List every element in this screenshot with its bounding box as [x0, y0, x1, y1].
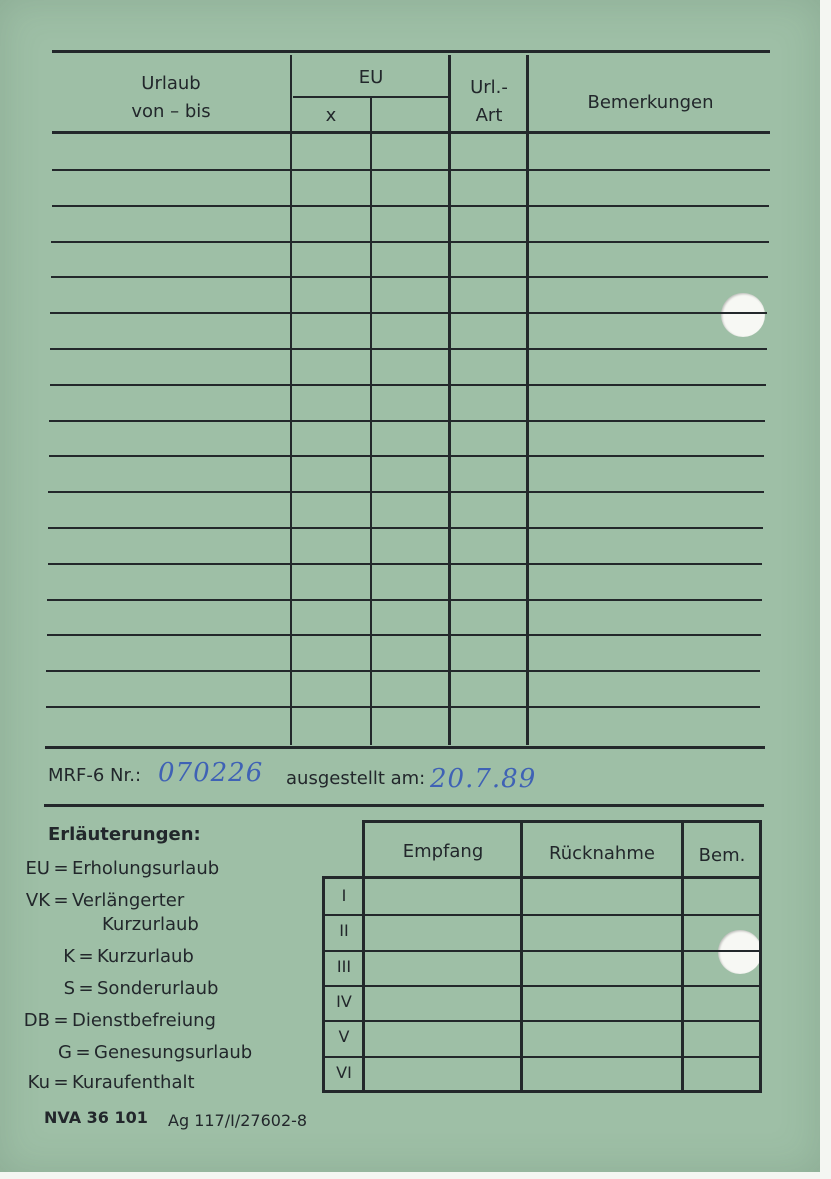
issued-value: 20.7.89 [430, 764, 537, 794]
col-line-1 [290, 55, 292, 745]
receipt-row-label: V [338, 1027, 350, 1046]
receipt-row-line [322, 1020, 760, 1022]
legend-text: Genesungsurlaub [94, 1042, 253, 1063]
receipt-row-label: VI [336, 1063, 352, 1082]
issued-label: ausgestellt am: [286, 768, 426, 789]
legend-text: Kuraufenthalt [72, 1072, 195, 1093]
table-row-line [50, 384, 766, 386]
table-row-line [52, 169, 770, 171]
table-row-line [51, 241, 768, 243]
receipt-top-border [364, 820, 762, 823]
legend-abbr: EU [25, 858, 50, 879]
eu-sub-divider [293, 96, 451, 98]
legend-item-eu: EU = Erholungsurlaub [0, 858, 219, 879]
header-urlaub [52, 70, 290, 126]
table-row-line [47, 599, 761, 601]
receipt-row-label: II [339, 921, 349, 940]
legend-text: Dienstbefreiung [72, 1010, 216, 1031]
legend-text: Verlängerter [72, 890, 185, 911]
receipt-row-line [322, 1056, 760, 1058]
table-row-line [52, 205, 770, 207]
legend-text: Sonderurlaub [97, 978, 219, 999]
printer-code: Ag 117/I/27602-8 [168, 1111, 308, 1130]
table-row-line [50, 312, 767, 314]
legend-text: Kurzurlaub [97, 946, 194, 967]
header-eu: EU [358, 67, 384, 88]
table-row-line [48, 563, 763, 565]
receipt-header-empfang: Empfang [402, 841, 484, 862]
table-row-line [46, 706, 760, 708]
legend-abbr: K [63, 946, 75, 967]
header-bemerkungen: Bemerkungen [587, 92, 714, 113]
mrf-nr-label: MRF-6 Nr.: [48, 765, 142, 786]
legend-item-ku: Ku = Kuraufenthalt [0, 1072, 195, 1093]
legend-abbr: Ku [27, 1072, 50, 1093]
receipt-header-ruecknahme: Rücknahme [549, 843, 655, 864]
legend-text: Kurzurlaub [102, 914, 199, 935]
table-row-line [48, 491, 763, 493]
mrf-nr-value: 070226 [158, 758, 264, 788]
table-row-line [50, 348, 767, 350]
punch-hole-bottom [718, 930, 762, 974]
legend-title: Erläuterungen: [48, 824, 201, 845]
header-urlart-line1: Url.- [470, 77, 508, 98]
form-code: NVA 36 101 [44, 1108, 148, 1127]
receipt-row-label: I [341, 886, 347, 905]
receipt-row-label: III [336, 957, 352, 976]
receipt-row-line [322, 985, 760, 987]
mrf-divider [44, 804, 764, 807]
table-top-border [52, 50, 770, 53]
header-urlaub-line2: von – bis [131, 101, 211, 122]
receipt-header-divider [322, 876, 762, 879]
legend-abbr: S [63, 978, 75, 999]
table-row-line [46, 670, 760, 672]
table-row-line [47, 634, 761, 636]
header-eu-x: x [325, 105, 337, 126]
legend-item-k: K = Kurzurlaub [25, 946, 194, 967]
table-header-divider [52, 131, 770, 134]
punch-hole-top [721, 293, 765, 337]
receipt-header-bem: Bem. [698, 845, 746, 866]
legend-abbr: DB [23, 1010, 50, 1031]
col-line-3 [448, 55, 451, 745]
col-line-4 [526, 55, 529, 745]
legend-item-g: G = Genesungsurlaub [22, 1042, 252, 1063]
legend-item-vk: VK = Verlängerter [0, 890, 184, 911]
table-row-line [49, 455, 765, 457]
receipt-row-label: IV [336, 992, 352, 1011]
header-urlart [451, 74, 527, 130]
receipt-row-line [322, 950, 760, 952]
legend-item-s: S = Sonderurlaub [25, 978, 218, 999]
header-urlaub-line1: Urlaub [141, 73, 201, 94]
legend-abbr: G [58, 1042, 72, 1063]
legend-text: Erholungsurlaub [72, 858, 220, 879]
table-row-line [48, 527, 763, 529]
table-row-line [51, 276, 768, 278]
table-row-line [49, 420, 765, 422]
header-urlart-line2: Art [475, 105, 503, 126]
table-bottom-border [45, 746, 765, 749]
legend-abbr: VK [25, 890, 50, 911]
receipt-row-line [322, 914, 760, 916]
legend-item-vk-line2 [102, 914, 199, 935]
legend-item-db: DB = Dienstbefreiung [0, 1010, 216, 1031]
receipt-bottom-border [322, 1090, 760, 1093]
